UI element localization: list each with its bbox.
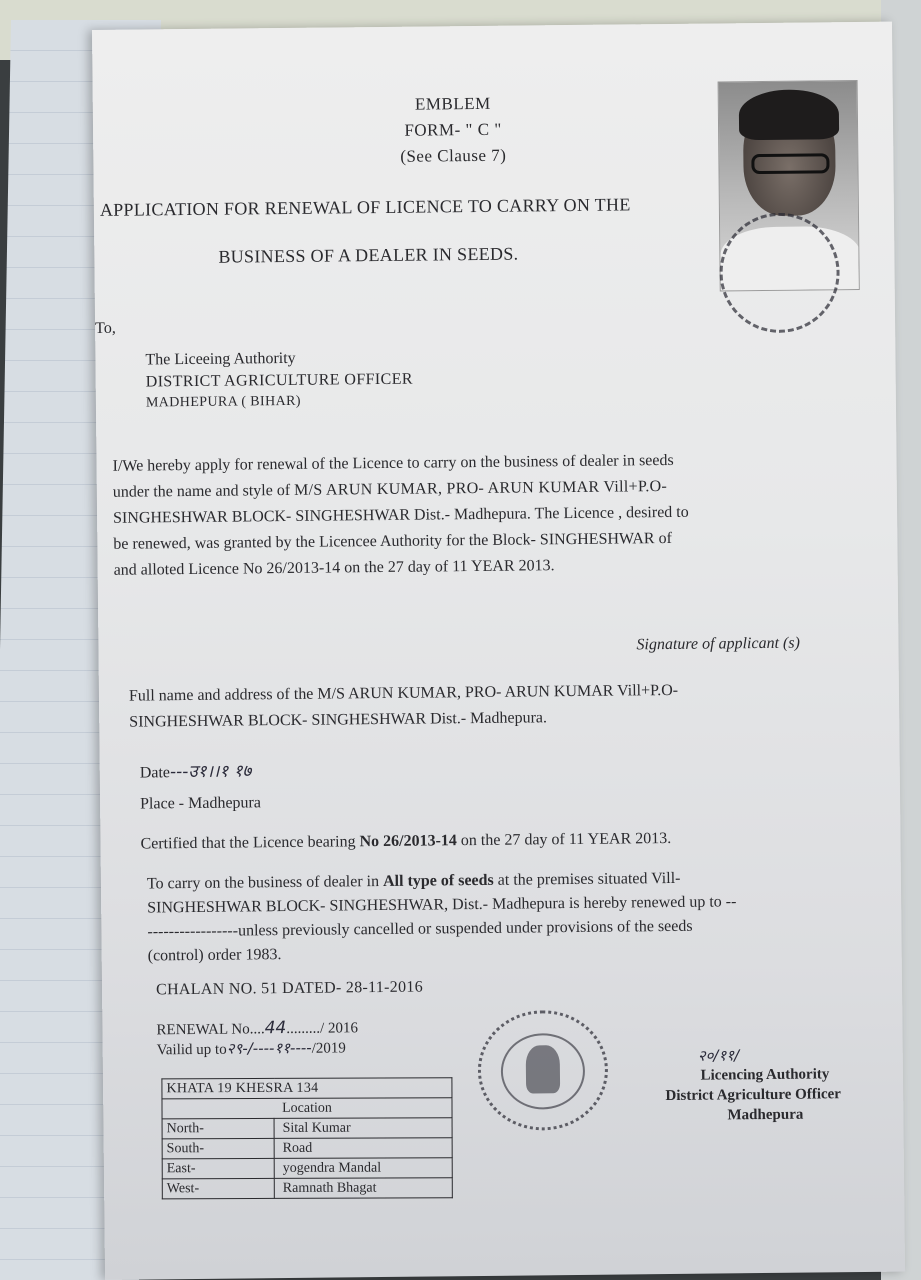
addressee-line2: DISTRICT AGRICULTURE OFFICER [145, 370, 414, 391]
photo-glasses [751, 153, 829, 174]
location-dir: North- [162, 1118, 274, 1138]
authority-signature: २०/११/ [697, 1046, 740, 1065]
addressee-line1: The Liceeing Authority [145, 349, 296, 369]
header-emblem: EMBLEM [414, 93, 491, 114]
full-name-dealer: M/S ARUN KUMAR, PRO- ARUN KUMAR Vill+P.O- [317, 681, 679, 703]
renewal-line1-prefix: To carry on the business of dealer in [146, 872, 384, 893]
valid-upto-line [157, 1037, 346, 1059]
authority-designation: District Agriculture Officer [665, 1086, 842, 1105]
renewal-line4: (control) order 1983. [147, 946, 282, 965]
location-value: yogendra Mandal [274, 1158, 452, 1179]
location-dir: West- [162, 1178, 274, 1198]
renewal-line2: SINGHESHWAR BLOCK- SINGHESHWAR, Dist.- Madhepura is hereby renewed up to -- [147, 893, 737, 917]
location-row-north [162, 1118, 452, 1139]
date-label: Date [139, 764, 171, 782]
location-value: Road [274, 1138, 452, 1159]
renewal-line3: -----------------unless previously cancelled or suspended under provisions of the seeds [147, 917, 693, 941]
location-value: Ramnath Bhagat [274, 1178, 452, 1199]
location-value: Sital Kumar [274, 1118, 452, 1139]
application-dealer-name: M/S ARUN KUMAR, PRO- ARUN KUMAR Vill+P.O- [294, 478, 668, 499]
renewal-seed-type: All type of seeds [382, 871, 494, 890]
authority-title: Licencing Authority [700, 1066, 830, 1084]
application-line2-prefix: under the name and style of [112, 481, 295, 501]
authority-district: Madhepura [727, 1106, 804, 1124]
certified-prefix: Certified that the Licence bearing [140, 833, 360, 853]
location-row-south [162, 1138, 452, 1159]
location-row-west [162, 1178, 452, 1199]
application-line3: SINGHESHWAR BLOCK- SINGHESHWAR Dist.- Madhepura. The Licence , desired to [113, 503, 689, 527]
signature-label: Signature of applicant (s) [636, 634, 800, 654]
addressee-to: To, [95, 319, 116, 337]
photo-hair [739, 89, 840, 140]
renewal-no-suffix: ........./ 2016 [286, 1020, 359, 1038]
document-page [92, 22, 905, 1280]
location-table [161, 1077, 452, 1199]
form-title-line1: APPLICATION FOR RENEWAL OF LICENCE TO CARRY ON THE [99, 194, 631, 220]
valid-upto-label: Vailid up to [156, 1041, 227, 1059]
application-line4: be renewed, was granted by the Licencee Authority for the Block- SINGHESHWAR of [113, 529, 672, 553]
full-name-line1 [129, 682, 678, 706]
date-line [140, 758, 252, 782]
renewal-line1 [147, 870, 681, 894]
header-clause: (See Clause 7) [400, 145, 507, 166]
certified-suffix: on the 27 day of 11 YEAR 2013. [456, 829, 672, 850]
photo-stamp-seal [719, 212, 840, 333]
renewal-line1-suffix: at the premises situated Vill- [493, 869, 681, 889]
location-dir: East- [162, 1158, 274, 1178]
location-table-subheader: Location [162, 1098, 452, 1119]
addressee-line3: MADHEPURA ( BIHAR) [145, 393, 301, 411]
certified-licence-no: No 26/2013-14 [359, 832, 457, 851]
full-name-line2: SINGHESHWAR BLOCK- SINGHESHWAR Dist.- Madhepura. [129, 709, 548, 731]
date-handwritten: ---उ१।।१ १७ [169, 761, 252, 783]
valid-upto-handwritten: २९-/----११---- [226, 1038, 312, 1058]
application-line1: I/We hereby apply for renewal of the Licence to carry on the business of dealer in seeds [112, 451, 674, 475]
application-line2 [113, 478, 667, 502]
location-row-east [162, 1158, 452, 1179]
valid-upto-suffix: /2019 [311, 1040, 346, 1057]
certified-line [140, 830, 671, 854]
renewal-no-label: RENEWAL No.... [156, 1021, 265, 1039]
ashoka-emblem-icon [526, 1045, 561, 1093]
location-dir: South- [162, 1138, 274, 1158]
full-name-prefix: Full name and address of the [128, 685, 318, 705]
renewal-no-line [156, 1017, 358, 1039]
chalan-line: CHALAN NO. 51 DATED- 28-11-2016 [155, 978, 424, 999]
form-title-line2: BUSINESS OF A DEALER IN SEEDS. [218, 243, 519, 267]
renewal-no-handwritten: 44 [264, 1018, 287, 1039]
place-line: Place - Madhepura [140, 794, 262, 813]
application-line5: and alloted Licence No 26/2013-14 on the 27 day of 11 YEAR 2013. [113, 557, 555, 579]
header-form: FORM- " C " [404, 119, 502, 140]
location-table-header: KHATA 19 KHESRA 134 [162, 1078, 452, 1099]
